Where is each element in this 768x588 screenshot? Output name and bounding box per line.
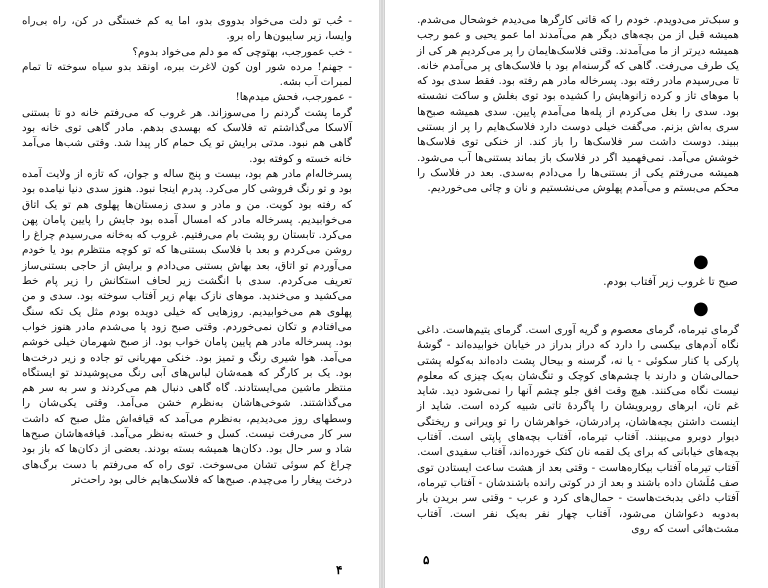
left-paragraph: پسرخاله‌ام مادر هم بود، بیست و پنج ساله و جوان، که تازه از ولایت آمده بود و تو رنگ فروشی کار می‌کرد. پدرم اینجا نبود. هنوز سدی دنیا نیامده بود که رفته بود کویت. من و مادر و سدی زمستان‌ها پهلوی هم تو یک اتاق می‌خوابیدیم. پسرخاله مادر که امسال آمده بود جایش را پایین پامان پهن می‌کرد. تابستان رو پشت بام می‌رفتیم. غروب که به‌خانه می‌رسیدم چراغ را روشن می‌کردم و بعد با فلاسک بستنی‌ها که تو کوچه منتظرم بود یا خودم می‌آوردم تو اتاق، بعد بهاش بستنی می‌دادم و برایش از حاجی بستنی‌ساز تعریف می‌کردم. سدی با انگشت زیر لحاف استکانش را زیر پام خط می‌کشید و می‌خندید. موهای نازک بهام زیر آفتاب سوخته بود. سدی و من پهلوی هم می‌خوابیدیم. روزهایی که خیلی دویده بودم مثل یک تکه سنگ می‌افتادم و تکان نمی‌خوردم. وقتی صبح زود پا می‌شدم مادر هنوز خواب بود. پسرخاله مادر هم پایین پامان خواب بود. از صبح شهرمان خیلی خوشم می‌آمد. هوا شیری رنگ و تمیز بود. خنکی مهربانی تو جاده و زیر درخت‌ها بود. یک بر کارگر که همه‌شان لباس‌های آبی رنگ می‌پوشیدند تو ایستگاه منتظر ماشین می‌ایستادند. گاه گاهی دنبال هم می‌کردند و سر به سر هم می‌گذاشتند. شوخی‌هاشان به‌نظرم خشن می‌آمد. وقتی یکی‌شان را وسطهای روز می‌دیدیم، به‌نظرم می‌آمد که قیافه‌اش مثل صبح که داشت سر کار می‌رفت نیست. کسل و خسته به‌نظر می‌آمد. قیافه‌هاشان صبح‌ها شاد و سر حال بود. دکان‌ها همیشه بسته بودند. بعضی از دکان‌ها که باز بود چراغ کم سوئی تشان می‌سوخت. توی راه که می‌رفتم با دست برگ‌های درخت پیغار را می‌چیدم. صبح‌ها که فلاسک‌هایم خالی بود راحت‌تر [22,167,352,486]
left-paragraph: - جهنم‌! مرده شور اون کون لاغرت ببره، اونقد بدو سیاه سوخته تا تمام لمبرات آب بشه. [22,60,352,89]
right-page-top-text [417,13,739,197]
left-paragraph: - خب عمورجب، بهتوچی که مو دلم می‌خواد بدوم؟ [132,45,352,58]
right-paragraph: و سبک‌تر می‌دویدم. خودم را که قاتی کارگرها می‌دیدم خوشحال می‌شدم. همیشه قبل از من بچه‌های دیگر هم می‌آمدند اما عمو یحیی و عمو رجب همیشه دیرتر از ما می‌آمدند. وقتی فلاسک‌هایمان را پر می‌کردیم هر کی از یک طرف می‌رفت. گاهی که گرسنه‌ام بود با فلاسک‌های پر می‌آمدم خانه. تا می‌رسیدم مادر رفته بود. پسرخاله مادر هم رفته بود. فقط سدی بود که با موهای تاز و کرده زانوهایش را کشیده بود توی بغلش و ساکت نشسته بود. سدی را بغل می‌کردم از پله‌ها می‌آمدم پایین. سدی همیشه صبح‌ها سری به‌اش بزنم. می‌گفت خیلی دوست دارد فلاسک‌هایم را پر از بستنی ببیند. دوست داشت سر فلاسک‌ها را باز کند. از خنکی توی فلاسک‌ها خوشش می‌آمد. نمی‌فهمید اگر در فلاسک باز بماند بستنی‌ها آب می‌شود. همیشه می‌رفتم یکی از بستنی‌ها را می‌دادم به‌سدی. بعد در فلاسک را محکم می‌بستم و می‌آمدم پهلوش می‌نشستیم و نان و چائی می‌خوردیم. [417,14,739,195]
left-page [0,0,380,588]
left-paragraph: - عمورجب، فحش میدم‌ها! [235,91,352,104]
left-paragraph: - حُب تو دلت می‌خواد بدووی بدو، اما یه کم خستگی در کن، راه بی‌راه وایسا، زیر سایبون‌ها راه برو. [22,15,352,43]
section-bullet: ● [693,298,709,319]
left-paragraph: گرما پشت گردنم را می‌سوزاند. هر غروب که می‌رفتم خانه دو تا بستنی آلاسکا می‌گذاشتم ته فلاسک که بهسدی بدهم. مادر گاهی توی خانه بود گاهی هم نبود. مدتی برایش تو یک حمام کار پیدا شد. وقتی شب‌ها می‌آمد خانه خسته و کوفته بود. [22,106,352,165]
right-page [384,0,768,588]
right-page-bottom-text [417,323,739,537]
left-page-number: ۴ [336,563,343,577]
section-heading: صبح تا غروب زیر آفتاب بودم. [603,275,738,288]
section-bullet: ● [693,251,709,272]
left-page-text [22,14,352,488]
right-page-number: ۵ [423,553,430,567]
right-paragraph: گرمای تیرماه، گرمای معصوم و گریه آوری است. گرمای یتیم‌هاست. داغی نگاه آدم‌های بیکسی را دارد که دراز بدراز در خیابان خوابیده‌اند - گوشهٔ پارکی یا کنار سکوئی - یا نه، گرسنه و بیحال پشت داده‌اند به‌کوله پشتی حمالی‌شان و دارند با چشم‌های کوچک و تنگ‌شان به‌یک چیزی که معلوم نیست نگاه می‌کنند. هیچ وقت افق جلو چشم آنها را نمی‌شود دید. شاید غم تان، ابرهای روبرویشان را پاگردهٔ تاتی شبیه کرده است. شاید از اینست داشتن بچه‌هاشان، پرادرشان، خواهرشان را تو ویرانی و ریختگی دیوار دوبرو می‌بینند. آفتاب تیرماه، آفتاب بچه‌های پاپتی است. آفتاب بچه‌های خیابانی که برای یک لقمه نان کتک خورده‌اند، آفتاب سفیدی است. آفتاب تیرماه آفتاب بیکاره‌هاست - وقتی بعد از هشت ساعت ایستادن توی صف مُلَشان داده باشند و بعد از در کوتی رانده باشندشان - آفتاب تیرماه، آفتاب داغی بدبخت‌هاست - حمال‌های کرد و عرب - وقتی سر بریدن بار به‌دوبه دعواشان می‌شود، آفتاب چهار نفر به‌یک نفر است. آفتاب مشت‌هائی است که روی [417,324,739,535]
